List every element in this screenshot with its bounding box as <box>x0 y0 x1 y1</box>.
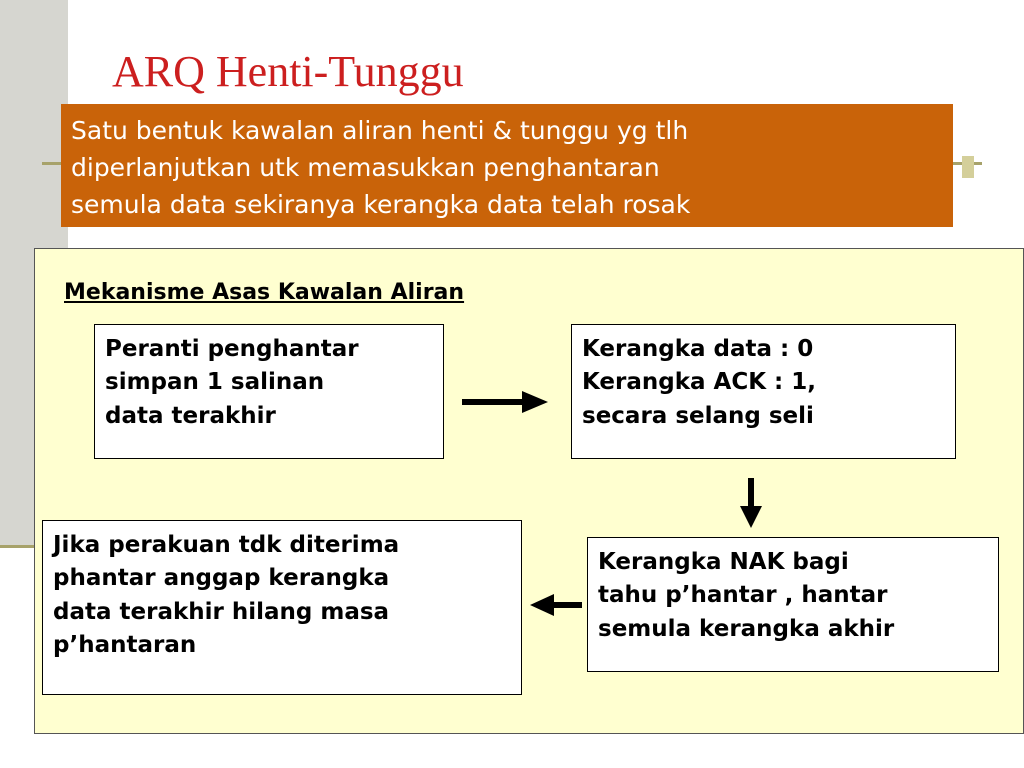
decorative-rule-marker <box>962 156 974 178</box>
nak-frame-box <box>587 537 999 672</box>
arrow-down-icon <box>737 478 765 530</box>
definition-line: diperlanjutkan utk memasukkan penghantaran <box>71 153 660 182</box>
definition-box <box>61 104 953 227</box>
box-line: data terakhir <box>105 402 276 429</box>
box-line: semula kerangka akhir <box>598 615 895 642</box>
sender-copy-box <box>94 324 444 459</box>
box-line: Kerangka data : 0 <box>582 336 814 362</box>
slide-title: ARQ Henti-Tunggu <box>112 47 464 96</box>
definition-line: Satu bentuk kawalan aliran henti & tunggu yg tlh <box>71 116 689 145</box>
box-line: simpan 1 salinan <box>105 369 325 396</box>
ack-timeout-box <box>42 520 522 695</box>
arrow-left-icon <box>528 590 584 620</box>
box-line: tahu p’hantar , hantar <box>598 582 888 609</box>
box-line: p’hantaran <box>53 632 197 659</box>
box-line: data terakhir hilang masa <box>53 598 390 625</box>
box-line: Kerangka ACK : 1, <box>582 369 816 396</box>
box-line: Peranti penghantar <box>105 336 359 362</box>
arrow-right-icon <box>460 387 550 417</box>
frame-numbering-box <box>571 324 956 459</box>
diagram-subheading: Mekanisme Asas Kawalan Aliran <box>64 280 465 305</box>
definition-line: semula data sekiranya kerangka data telah rosak <box>71 190 691 219</box>
box-line: phantar anggap kerangka <box>53 565 390 592</box>
box-line: Kerangka NAK bagi <box>598 549 849 575</box>
box-line: Jika perakuan tdk diterima <box>53 532 400 558</box>
box-line: secara selang seli <box>582 402 814 429</box>
